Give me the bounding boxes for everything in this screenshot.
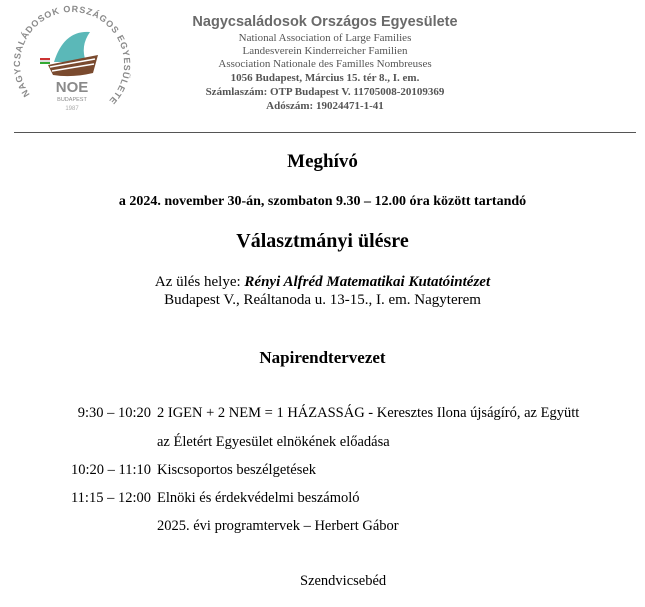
header-divider (14, 132, 636, 133)
date-line: a 2024. november 30-án, szombaton 9.30 – 12.00 óra között tartandó (118, 194, 527, 209)
logo-acronym: NOE (55, 79, 89, 96)
venue-line (0, 274, 645, 291)
agenda-time: 9:30 – 10:20 (77, 405, 151, 421)
org-address: 1056 Budapest, Március 15. tér 8., I. em. (230, 72, 420, 84)
logo-city: BUDAPEST (57, 97, 87, 103)
venue-address: Budapest V., Reáltanoda u. 13-15., I. em. Nagyterem (164, 292, 481, 308)
logo-year: 1987 (65, 106, 79, 112)
noe-logo (10, 2, 134, 124)
agenda-title: Napirendtervezet (259, 348, 386, 367)
logo-ring-text: NAGYCSALÁDOSOK ORSZÁGOS EGYESÜLETE (12, 3, 133, 106)
agenda-text: az Életért Egyesület elnökének előadása (157, 434, 390, 450)
org-tax: Adószám: 19024471-1-41 (266, 100, 384, 112)
org-name-en: National Association of Large Families (238, 32, 412, 44)
org-account: Számlaszám: OTP Budapest V. 11705008-20109369 (205, 86, 445, 98)
org-name-de: Landesverein Kinderreicher Familien (242, 45, 408, 57)
agenda-time: 10:20 – 11:10 (70, 462, 151, 478)
agenda-text: Kiscsoportos beszélgetések (157, 462, 317, 478)
closing-note: Szendvicsebéd (300, 573, 387, 589)
agenda-text: Elnöki és érdekvédelmi beszámoló (157, 490, 360, 506)
venue-prefix: Az ülés helye: (154, 274, 245, 290)
agenda-time: 11:15 – 12:00 (70, 490, 151, 506)
doc-title: Meghívó (287, 151, 358, 172)
agenda-text: 2 IGEN + 2 NEM = 1 HÁZASSÁG - Keresztes Ilona újságíró, az Együtt (157, 405, 580, 421)
venue-name: Rényi Alfréd Matematikai Kutatóintézet (244, 274, 491, 290)
doc-subtitle: Választmányi ülésre (236, 230, 409, 252)
org-name: Nagycsaládosok Országos Egyesülete (192, 14, 458, 30)
org-name-fr: Association Nationale des Familles Nombreuses (218, 58, 432, 70)
agenda-text: 2025. évi programtervek – Herbert Gábor (157, 518, 399, 534)
